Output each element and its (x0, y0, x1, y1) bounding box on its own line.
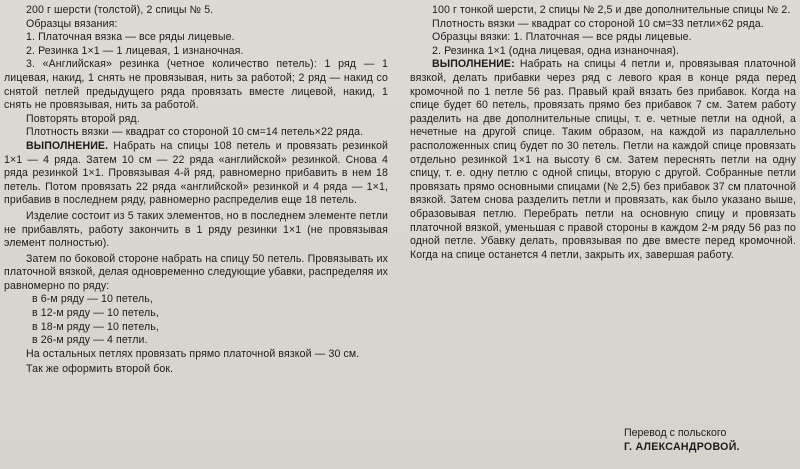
sample-3: 3. «Английская» резинка (четное количество петель): 1 ряд — 1 лицевая, накид, 1 снять не провязывая, нить за работой; 2 ряд — накид со снятой петлей предыдущего ряда провязать вместе лицевой, накид, 1 снять не провязывая, нить за работой. (4, 58, 388, 112)
samples-heading: Образцы вязания: (26, 17, 118, 30)
samples-text-2: Образцы вязки: 1. Платочная — все ряды лицевые. (432, 31, 692, 44)
materials-text-2: 100 г тонкой шерсти, 2 спицы № 2,5 и две дополнительные спицы № 2. (432, 4, 791, 16)
decrease-row-12: в 12-м ряду — 10 петель, (32, 307, 159, 320)
gauge-text-2: Плотность вязки — квадрат со стороной 10 см=33 петли×62 ряда. (432, 17, 764, 30)
right-column (410, 4, 796, 262)
left-column (4, 4, 388, 377)
sample-rib-2: 2. Резинка 1×1 (одна лицевая, одна изнаночная). (432, 44, 680, 57)
execution-paragraph (4, 140, 388, 208)
second-side-paragraph: Так же оформить второй бок. (26, 363, 174, 376)
decrease-row-6: в 6-м ряду — 10 петель, (32, 293, 153, 306)
translation-note: Перевод с польского (624, 427, 727, 439)
gauge-text: Плотность вязки — квадрат со стороной 10 см=14 петель×22 ряда. (26, 126, 364, 139)
sample-2: 2. Резинка 1×1 — 1 лицевая, 1 изнаночная. (26, 44, 244, 57)
decrease-row-18: в 18-м ряду — 10 петель, (32, 320, 159, 333)
execution-heading-2: ВЫПОЛНЕНИЕ: (432, 58, 515, 71)
materials-text: 200 г шерсти (толстой), 2 спицы № 5. (26, 4, 214, 16)
execution-paragraph-2 (410, 58, 796, 262)
execution-heading: ВЫПОЛНЕНИЕ. (26, 139, 109, 152)
sample-1: 1. Платочная вязка — все ряды лицевые. (26, 31, 235, 44)
remaining-paragraph: На остальных петлях провязать прямо платочной вязкой — 30 см. (26, 347, 360, 360)
elements-paragraph: Изделие состоит из 5 таких элементов, но в последнем элементе петли не прибавлять, работу закончить в 1 ряду резинки 1×1 (не провязывая элемент полностью). (4, 209, 388, 250)
side-paragraph: Затем по боковой стороне набрать на спицу 50 петель. Провязывать их платочной вязкой, делая одновременно следующие убавки, распределяя их равномерно по ряду: (4, 252, 388, 292)
repeat-text: Повторять второй ряд. (26, 112, 140, 125)
decrease-row-26: в 26-м ряду — 4 петли. (32, 334, 148, 347)
execution-text-2: Набрать на спицы 4 петли и, провязывая платочной вязкой, делать прибавки через ряд с левого края в конце ряда перед кромочной по 1 петле 56 раз. Правый край вязать без прибавок. Когда на спице будет 60 петель, провязать прямо без прибавок 7 см. Затем работу разделить на две дополнительные спицы, т. е. четные петли на одной, а нечетные на другой спице. Таким образом, на каждой из параллельно расположенных спиц будет по 30 петель. Петли на каждой спице провязать отдельно резинкой 1×1 на высоту 6 см. Затем переснять петли на одну спицу, т. е. одну петлю с одной спицы, вторую с другой. Собранные петли провязать прямо основными спицами (№ 2,5) без прибавок 37 см платочной вязкой. Затем снова разделить петли и провязать, как было указано выше, образовывая петлю. Перебрать петли на основную спицу и провязать платочной вязкой, уменьшая с правой стороны в каждом 2-м ряду 56 раз по одной петле. Убавку делать, провязывая по две вместе перед кромочной. Когда на спице останется 4 петли, закрыть их, завершая работу. (410, 58, 796, 261)
execution-text: Набрать на спицы 108 петель и провязать резинкой 1×1 — 4 ряда. Затем 10 см — 22 ряда «английской» резинкой. Снова 4 ряда резинкой 1×1. Провязывая 4-й ряд, равномерно прибавить в нем 18 петель. Потом провязать 22 ряда «английской» резинкой и 4 ряда — 1×1, прибавив в последнем ряду, равномерно распределив еще 18 петель. (4, 139, 388, 207)
translator-name: Г. АЛЕКСАНДРОВОЙ. (624, 441, 740, 453)
translator-signature (624, 426, 794, 454)
